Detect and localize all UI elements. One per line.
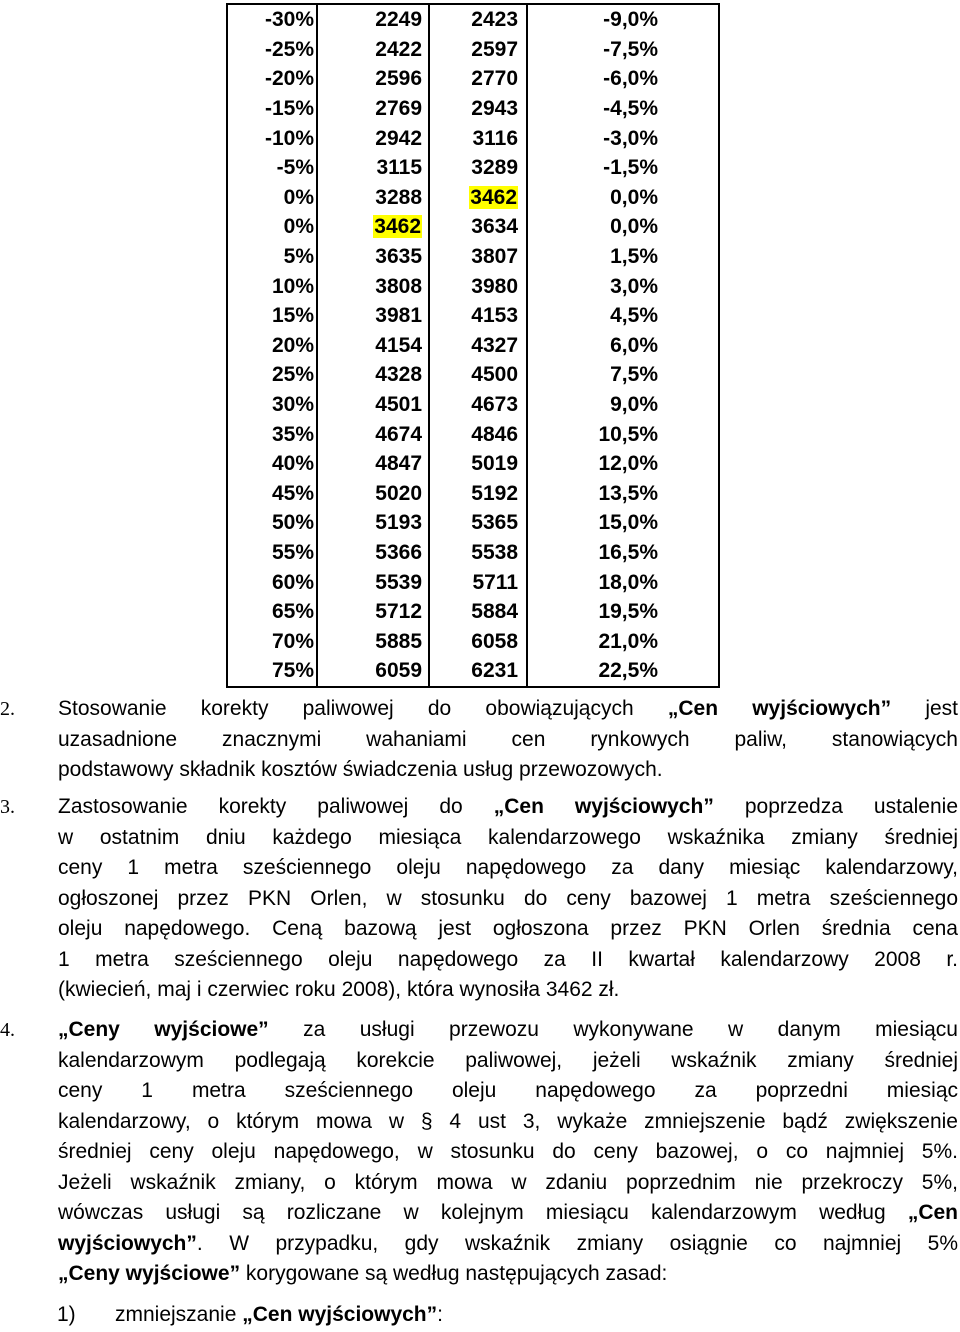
table-cell: 19,5% (527, 597, 719, 627)
table-cell: 5711 (429, 567, 527, 597)
table-row (227, 4, 719, 35)
table-row (227, 508, 719, 538)
table-cell: 22,5% (527, 656, 719, 687)
table-cell: 4153 (429, 301, 527, 331)
table-cell: 2770 (429, 64, 527, 94)
text-segment: wówczas usługi są rozliczane w kolejnym miesiącu kalendarzowym według (58, 1201, 908, 1224)
table-cell: 5884 (429, 597, 527, 627)
text-segment: kalendarzowym podlegają korekcie paliwowej, jeżeli wskaźnik zmiany średniej (58, 1048, 958, 1072)
table-cell: 40% (227, 449, 317, 479)
table-cell: 4501 (317, 390, 429, 420)
table-row (227, 242, 719, 272)
table-cell: 3116 (429, 123, 527, 153)
table-cell: 4674 (317, 419, 429, 449)
table-cell: 3981 (317, 301, 429, 331)
table-row (227, 360, 719, 390)
table-row (227, 301, 719, 331)
table-cell: 2943 (429, 94, 527, 124)
table-cell: 2596 (317, 64, 429, 94)
table-cell: -10% (227, 123, 317, 153)
list-item-1-text (115, 1300, 715, 1331)
bold-term: „Ceny wyjściowe” (58, 1262, 241, 1285)
bold-term: „Cen wyjściowych” (493, 795, 714, 818)
table-cell: 2942 (317, 123, 429, 153)
table-cell: 25% (227, 360, 317, 390)
table-cell: -1,5% (527, 153, 719, 183)
table-cell: -3,0% (527, 123, 719, 153)
item-number: 1) (57, 1303, 76, 1326)
table-row (227, 331, 719, 361)
table-cell: -5% (227, 153, 317, 183)
table-cell: 5538 (429, 538, 527, 568)
table-cell: -20% (227, 64, 317, 94)
table-row (227, 538, 719, 568)
table-row (227, 626, 719, 656)
table-cell: 45% (227, 479, 317, 509)
text-segment: Zastosowanie korekty paliwowej do (58, 795, 494, 818)
table-cell: 3115 (317, 153, 429, 183)
text-line (58, 1229, 958, 1260)
text-line (58, 1168, 958, 1199)
table-cell: 60% (227, 567, 317, 597)
section-4 (0, 1015, 958, 1290)
table-cell: 6,0% (527, 331, 719, 361)
table-cell: 70% (227, 626, 317, 656)
text-segment: Stosowanie korekty paliwowej do obowiązujących (58, 697, 668, 720)
section-number: 3. (0, 796, 15, 818)
highlighted-value: 3462 (374, 215, 421, 239)
table-cell: 2597 (429, 35, 527, 65)
section-2 (0, 694, 958, 786)
table-cell: 0,0% (527, 183, 719, 213)
text-line (58, 792, 958, 823)
list-item-1 (57, 1300, 715, 1331)
table-cell: 5192 (429, 479, 527, 509)
table-body (227, 4, 719, 687)
table-cell: 20% (227, 331, 317, 361)
bold-term: „Cen wyjściowych” (667, 697, 892, 720)
text-line (58, 823, 958, 854)
table-cell: 0% (227, 183, 317, 213)
table-cell: 4328 (317, 360, 429, 390)
table-cell: 4154 (317, 331, 429, 361)
table-cell: 5193 (317, 508, 429, 538)
table-cell: 4847 (317, 449, 429, 479)
table-cell: 4673 (429, 390, 527, 420)
table-cell: 2769 (317, 94, 429, 124)
table-row (227, 479, 719, 509)
table-cell: -25% (227, 35, 317, 65)
text-line (58, 1046, 958, 1077)
table-cell: 2423 (429, 4, 527, 35)
text-segment: ceny 1 metra sześciennego oleju napędowego za dany miesiąc kalendarzowy, (58, 856, 958, 879)
table-cell: 50% (227, 508, 317, 538)
table-cell: 9,0% (527, 390, 719, 420)
table-cell: 0% (227, 212, 317, 242)
table-cell: 6231 (429, 656, 527, 687)
table-cell: 6059 (317, 656, 429, 687)
table-cell: -7,5% (527, 35, 719, 65)
table-cell: 1,5% (527, 242, 719, 272)
table-row (227, 212, 719, 242)
table-row (227, 183, 719, 213)
table-cell: 75% (227, 656, 317, 687)
table-cell: 3288 (317, 183, 429, 213)
text-line (58, 975, 958, 1006)
text-segment: podstawowy składnik kosztów świadczenia usług przewozowych. (58, 758, 663, 781)
table-cell: 30% (227, 390, 317, 420)
table-cell: 5020 (317, 479, 429, 509)
table-row (227, 419, 719, 449)
table-cell: 3289 (429, 153, 527, 183)
text-line (58, 1137, 958, 1168)
text-segment: ogłoszonej przez PKN Orlen, w stosunku do ceny bazowej 1 metra sześciennego (58, 886, 958, 910)
text-segment: ceny 1 metra sześciennego oleju napędowego za poprzedni miesiąc (58, 1079, 958, 1102)
text-segment: za usługi przewozu wykonywane w danym miesiącu (268, 1018, 958, 1041)
table-cell: 10,5% (527, 419, 719, 449)
table-cell: 4846 (429, 419, 527, 449)
text-line (58, 1259, 958, 1290)
text-line (58, 853, 958, 884)
text-line (58, 725, 958, 756)
highlighted-value: 3462 (470, 185, 517, 209)
table-cell: 5712 (317, 597, 429, 627)
text-line (58, 1107, 958, 1138)
table-row (227, 271, 719, 301)
text-line (58, 1198, 958, 1229)
table-cell: 3980 (429, 271, 527, 301)
text-line (58, 914, 958, 945)
text-segment: . W przypadku, gdy wskaźnik zmiany osiągnie co najmniej 5% (196, 1231, 958, 1255)
text-line (115, 1300, 715, 1331)
table-row (227, 153, 719, 183)
table-cell: 15% (227, 301, 317, 331)
bold-term: „Cen (907, 1201, 958, 1224)
table-cell: 5885 (317, 626, 429, 656)
price-correction-table (226, 3, 720, 688)
table-cell: -6,0% (527, 64, 719, 94)
table-cell: 10% (227, 271, 317, 301)
table-cell: 15,0% (527, 508, 719, 538)
table-cell: 6058 (429, 626, 527, 656)
table-cell: 5019 (429, 449, 527, 479)
table-cell: 21,0% (527, 626, 719, 656)
table-cell: 13,5% (527, 479, 719, 509)
table-row (227, 390, 719, 420)
text-line (58, 755, 958, 786)
table-cell: 3808 (317, 271, 429, 301)
section-number: 2. (0, 698, 15, 720)
table-cell: 65% (227, 597, 317, 627)
table-cell: 5365 (429, 508, 527, 538)
table-row (227, 567, 719, 597)
table-cell: 3634 (429, 212, 527, 242)
table-cell: 12,0% (527, 449, 719, 479)
section-number: 4. (0, 1019, 15, 1041)
table-cell: 0,0% (527, 212, 719, 242)
table-cell (429, 183, 527, 213)
table-row (227, 94, 719, 124)
table-cell: 2422 (317, 35, 429, 65)
text-segment: średniej ceny oleju napędowego, w stosunku do ceny bazowej, o co najmniej 5%. (58, 1140, 958, 1163)
table-cell: 5% (227, 242, 317, 272)
section-3-text (58, 792, 958, 1006)
section-3 (0, 792, 958, 1006)
table-row (227, 449, 719, 479)
text-segment: (kwiecień, maj i czerwiec roku 2008), która wynosiła 3462 zł. (58, 978, 620, 1001)
table-cell: 5366 (317, 538, 429, 568)
table-cell: 4327 (429, 331, 527, 361)
text-segment: korygowane są według następujących zasad: (240, 1262, 668, 1285)
table-row (227, 123, 719, 153)
table-cell: 4,5% (527, 301, 719, 331)
table-cell (317, 212, 429, 242)
text-segment: uzasadnione znacznymi wahaniami cen rynkowych paliw, stanowiących (58, 727, 958, 751)
text-segment: 1 metra sześciennego oleju napędowego za II kwartał kalendarzowy 2008 r. (58, 947, 958, 971)
table-cell: 18,0% (527, 567, 719, 597)
section-4-text (58, 1015, 958, 1290)
text-line (58, 1076, 958, 1107)
table-cell: 4500 (429, 360, 527, 390)
table-row (227, 35, 719, 65)
text-segment: jest (891, 697, 958, 720)
text-line (58, 1015, 958, 1046)
bold-term: wyjściowych” (58, 1231, 197, 1255)
text-segment: zmniejszanie (115, 1303, 243, 1326)
table-cell: 35% (227, 419, 317, 449)
table-cell: 3807 (429, 242, 527, 272)
text-segment: : (437, 1303, 443, 1326)
text-segment: Jeżeli wskaźnik zmiany, o którym mowa w zdaniu poprzednim nie przekroczy 5%, (58, 1170, 958, 1194)
table-row (227, 656, 719, 687)
table-cell: -9,0% (527, 4, 719, 35)
text-segment: kalendarzowy, o którym mowa w § 4 ust 3, wykaże zmniejszenie bądź zwiększenie (58, 1109, 958, 1133)
text-segment: oleju napędowego. Ceną bazową jest ogłoszona przez PKN Orlen średnia cena (58, 917, 958, 940)
table-row (227, 597, 719, 627)
text-line (58, 884, 958, 915)
table-row (227, 64, 719, 94)
table-cell: 55% (227, 538, 317, 568)
text-line (58, 694, 958, 725)
table-cell: -30% (227, 4, 317, 35)
table-cell: -15% (227, 94, 317, 124)
bold-term: „Cen wyjściowych” (242, 1303, 438, 1326)
table-cell: 16,5% (527, 538, 719, 568)
table-cell: 3635 (317, 242, 429, 272)
table-cell: 5539 (317, 567, 429, 597)
text-segment: w ostatnim dniu każdego miesiąca kalendarzowego wskaźnika zmiany średniej (58, 825, 958, 849)
text-line (58, 945, 958, 976)
section-2-text (58, 694, 958, 786)
text-segment: poprzedza ustalenie (713, 795, 958, 818)
table-cell: 7,5% (527, 360, 719, 390)
table-cell: 2249 (317, 4, 429, 35)
bold-term: „Ceny wyjściowe” (58, 1018, 269, 1041)
table-cell: -4,5% (527, 94, 719, 124)
table-cell: 3,0% (527, 271, 719, 301)
